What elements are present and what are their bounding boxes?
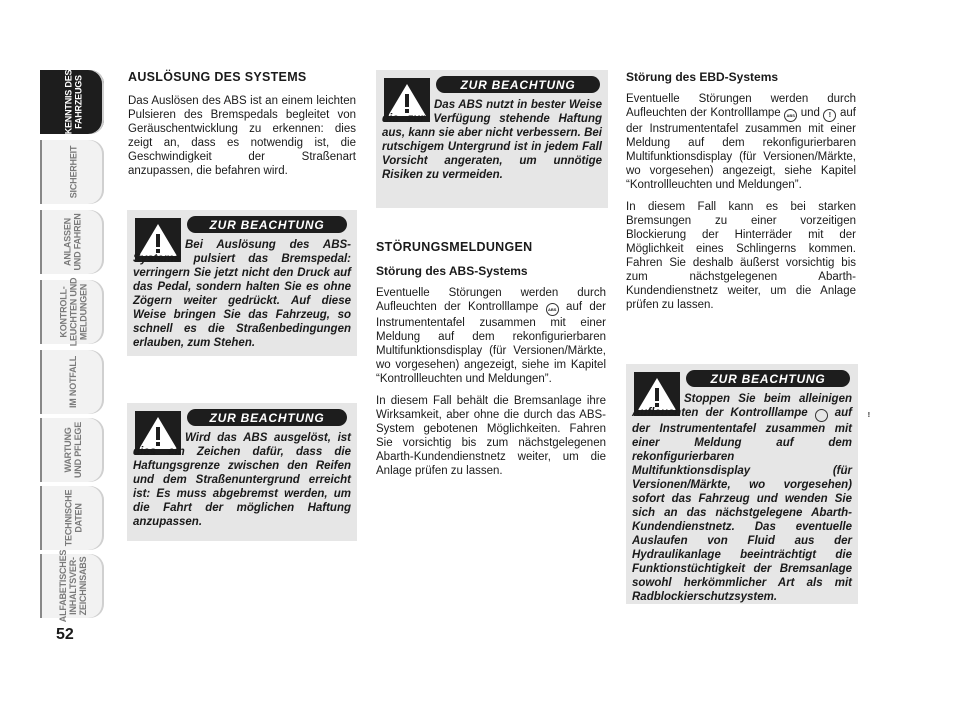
brake-warning-lamp-icon: !	[823, 109, 836, 122]
paragraph	[626, 92, 856, 192]
tab-kontrollleuchten[interactable]	[40, 277, 104, 347]
text-run: Eventuelle Störungen werden durch Aufleuchten der Kontrolllampe	[626, 93, 856, 119]
column-1	[128, 70, 356, 186]
tab-label: KONTROLL- LEUCHTEN UND MELDUNGEN	[58, 277, 89, 347]
text-run: auf der Instrumententafel zusammen mit einer Meldung auf dem rekonfigurierbaren Multifunktionsdisplay (für Versionen/Märkte, wo vorgesehen) angezeigt, siehe im Kapitel “Kontrollleuchten und Meldungen”.	[376, 301, 606, 385]
tab-label: KENNTNIS DES FAHRZEUGS	[63, 69, 84, 135]
tab-anlassen-und-fahren[interactable]	[40, 210, 104, 274]
text-run: Stoppen Sie beim alleinigen Aufleuchten der Kontrolllampe	[632, 393, 852, 419]
warning-text: Wird das ABS ausgelöst, ist dies ein Zeichen dafür, dass die Haftungsgrenze zwischen den Reifen und dem Straßenuntergrund erreicht ist: Es muss abgebremst werden, um die Fahrt der möglichen Haftung anzupassen.	[133, 432, 351, 528]
warning-text	[632, 392, 871, 604]
column-3	[626, 70, 856, 320]
tab-label: ALFABETISCHES INHALTSVER- ZEICHNISABS	[58, 549, 88, 623]
paragraph: In diesem Fall kann es bei starken Bremsungen zu einer vorzeitigen Blockierung der Hinterräder mit der Möglichkeit eines Schlingerns kommen. Fahren Sie deshalb äußerst vorsichtig bis zum nächstgelegenen Abarth-Kundendienstnetz weiter, um die Anlage prüfen zu lassen.	[626, 201, 856, 311]
warning-box	[376, 70, 608, 208]
paragraph: Das Auslösen des ABS ist an einem leichten Pulsieren des Bremspedals begleitet von Geräuschentwicklung zu erkennen: dies zeigt an, dass es notwendig ist, die Geschwindigkeit der Straßenart anzupassen, die befahren wird.	[128, 95, 356, 177]
paragraph	[376, 286, 606, 386]
text-run: und	[800, 107, 820, 119]
warning-box	[127, 403, 357, 541]
subheading: Störung des EBD-Systems	[626, 70, 779, 84]
column-2	[376, 240, 606, 486]
tab-label: TECHNISCHE DATEN	[62, 489, 83, 547]
text-run: auf der Instrumententafel zusammen mit einer Meldung auf dem rekonfigurierbaren Multifunktionsdisplay (für Versionen/Märkte, wo vorgesehen) sofort das Fahrzeug und wenden Sie sich an das nächstgelegene Abarth-Kundendienstnetz. Das eventuelle Auslaufen von Fluid aus der Hydraulikanlage beeinträchtigt die Funktionstüchtigkeit der Bremsanlage sowohl herkömmlicher Art als mit Radblockierschutzsystem.	[632, 407, 853, 603]
tab-label: SICHERHEIT	[67, 145, 78, 199]
section-heading: AUSLÖSUNG DES SYSTEMS	[128, 70, 307, 84]
section-heading: STÖRUNGSMELDUNGEN	[376, 240, 533, 254]
text-run: auf der Instrumententafel zusammen mit einer Meldung auf dem rekonfigurierbaren Multifunktionsdisplay (für Versionen/Märkte, wo vorgesehen) angezeigt, siehe Kapitel “Kontrollleuchten und Meldungen”.	[626, 107, 856, 191]
warning-text: Das ABS nutzt in bester Weise die zur Verfügung stehende Haftung aus, kann sie aber nicht verbessern. Bei rutschigem Untergrund ist in jedem Fall Vorsicht angeraten, um unnötige Risiken zu vermeiden.	[382, 99, 602, 181]
page-number: 52	[56, 626, 74, 643]
tab-label: ANLASSEN UND FAHREN	[62, 213, 83, 271]
warning-tag: ZUR BEACHTUNG	[187, 409, 347, 426]
abs-warning-lamp-icon: ABS	[784, 109, 797, 122]
tab-label: WARTUNG UND PFLEGE	[62, 421, 83, 479]
tab-sicherheit[interactable]	[40, 140, 104, 204]
abs-warning-lamp-icon: ABS	[546, 303, 559, 316]
subheading: Störung des ABS-Systems	[376, 264, 528, 278]
paragraph: In diesem Fall behält die Bremsanlage ihre Wirksamkeit, aber ohne die durch das ABS-System gebotenen Möglichkeiten. Fahren Sie vorsichtig bis zum nächstgelegenen Abarth-Kundendienstnetz weiter, um die Anlage prüfen zu lassen.	[376, 395, 606, 477]
tab-technische-daten[interactable]	[40, 486, 104, 550]
text-run: Eventuelle Störungen werden durch Aufleuchten der Kontrolllampe	[376, 287, 606, 313]
warning-box	[127, 210, 357, 356]
warning-box	[626, 364, 871, 604]
warning-text: Bei Auslösung des ABS-Systems pulsiert das Bremspedal: verringern Sie jetzt nicht den Druck auf das Pedal, sondern halten Sie es ohne Zögern weiter gedrückt. Auf diese Weise bringen Sie das Fahrzeug, so schnell es die Straßenbedingungen erlauben, zum Stehen.	[133, 239, 351, 349]
tab-im-notfall[interactable]	[40, 350, 104, 414]
warning-tag: ZUR BEACHTUNG	[187, 216, 347, 233]
tab-kenntnis-des-fahrzeugs[interactable]	[40, 70, 104, 134]
warning-tag: ZUR BEACHTUNG	[436, 76, 600, 93]
tab-label: IM NOTFALL	[68, 356, 78, 408]
tab-alfabetisches-inhaltsverzeichnis[interactable]	[40, 549, 104, 623]
warning-tag: ZUR BEACHTUNG	[686, 370, 850, 387]
tab-wartung-und-pflege[interactable]	[40, 418, 104, 482]
brake-warning-lamp-icon: !	[815, 409, 828, 422]
